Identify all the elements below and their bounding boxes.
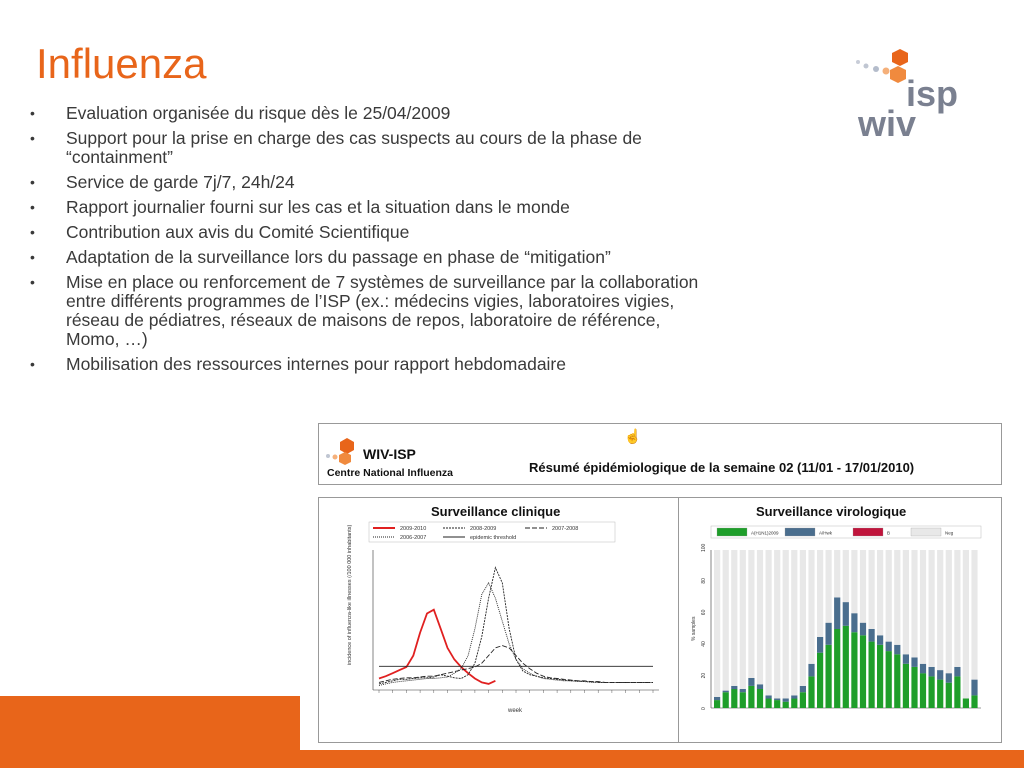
bar-segment-A-Hwk bbox=[877, 635, 883, 645]
bar-segment-Neg bbox=[843, 550, 849, 602]
bullet-text: Contribution aux avis du Comité Scientifique bbox=[66, 222, 410, 242]
virological-bar-chart bbox=[681, 520, 999, 740]
bar-segment-A-H1N1-2009 bbox=[791, 699, 797, 709]
bar-segment-A-Hwk bbox=[911, 657, 917, 667]
bullet-marker: • bbox=[30, 249, 35, 265]
bar-segment-A-H1N1-2009 bbox=[714, 700, 720, 708]
bar-segment-Neg bbox=[911, 550, 917, 657]
bullet-item bbox=[30, 248, 710, 267]
footer-orange-bar bbox=[300, 750, 1024, 768]
bar-segment-Neg bbox=[783, 550, 789, 699]
bar-segment-A-Hwk bbox=[808, 664, 814, 677]
bar-segment-A-Hwk bbox=[791, 695, 797, 698]
hand-cursor-icon: ☝ bbox=[624, 428, 642, 444]
bar-segment-Neg bbox=[971, 550, 977, 680]
clinical-panel-title: Surveillance clinique bbox=[431, 504, 561, 519]
bar-segment-A-H1N1-2009 bbox=[808, 676, 814, 708]
logo-isp-text: isp bbox=[906, 73, 959, 114]
legend-swatch bbox=[785, 528, 815, 536]
footer-orange-block bbox=[0, 696, 300, 768]
bullet-text: Adaptation de la surveillance lors du passage en phase de “mitigation” bbox=[66, 247, 611, 267]
banner-summary-title: Résumé épidémiologique de la semaine 02 (11/01 - 17/01/2010) bbox=[529, 460, 915, 475]
y-axis-label: incidence of influenza-like illnesses (/100 000 inhabitants) bbox=[347, 524, 353, 665]
bar-segment-A-H1N1-2009 bbox=[954, 676, 960, 708]
slide-title: Influenza bbox=[36, 40, 207, 87]
bar-segment-Neg bbox=[869, 550, 875, 629]
bar-segment-A-H1N1-2009 bbox=[851, 632, 857, 708]
bullet-text: Support pour la prise en charge des cas suspects au cours de la phase de “containment” bbox=[66, 128, 642, 167]
bullet-text: Rapport journalier fourni sur les cas et la situation dans le monde bbox=[66, 197, 570, 217]
bar-segment-A-Hwk bbox=[714, 697, 720, 700]
bullet-item bbox=[30, 129, 710, 167]
series-line-2009-2010 bbox=[379, 610, 495, 684]
bar-segment-A-H1N1-2009 bbox=[774, 700, 780, 708]
bullet-marker: • bbox=[30, 199, 35, 215]
bar-segment-A-H1N1-2009 bbox=[817, 653, 823, 708]
bar-segment-Neg bbox=[808, 550, 814, 664]
bar-segment-Neg bbox=[903, 550, 909, 654]
legend-label: 2006-2007 bbox=[400, 535, 427, 541]
bar-segment-Neg bbox=[894, 550, 900, 645]
legend-label: epidemic threshold bbox=[470, 535, 517, 541]
y-tick-label: 80 bbox=[701, 578, 707, 584]
bar-segment-A-H1N1-2009 bbox=[869, 642, 875, 708]
x-axis-label: week bbox=[508, 708, 523, 714]
bar-segment-A-Hwk bbox=[783, 699, 789, 702]
bullet-text: Mise en place ou renforcement de 7 systèmes de surveillance par la collaboration entre différents programmes de l’ISP (ex.: médecins vigies, laboratoires vigies, réseau de pédiatres, réseaux de maisons de repos, laboratoire de référence, Momo, …) bbox=[66, 272, 699, 349]
bar-segment-A-H1N1-2009 bbox=[971, 695, 977, 708]
bar-segment-A-H1N1-2009 bbox=[886, 651, 892, 708]
panel-divider bbox=[678, 498, 679, 742]
y-tick-label: 0 bbox=[701, 707, 707, 710]
bar-segment-A-H1N1-2009 bbox=[937, 680, 943, 708]
surveillance-panels bbox=[318, 497, 1002, 743]
bullet-text: Service de garde 7j/7, 24h/24 bbox=[66, 172, 295, 192]
bullet-list bbox=[30, 104, 710, 380]
bar-segment-A-H1N1-2009 bbox=[894, 654, 900, 708]
legend-label: A(H1N1)2009 bbox=[751, 530, 779, 536]
bar-segment-Neg bbox=[800, 550, 806, 686]
bar-segment-Neg bbox=[834, 550, 840, 597]
bar-segment-Neg bbox=[886, 550, 892, 642]
bar-segment-Neg bbox=[766, 550, 772, 695]
bar-segment-Neg bbox=[937, 550, 943, 670]
bar-segment-Neg bbox=[817, 550, 823, 637]
bar-segment-A-H1N1-2009 bbox=[903, 664, 909, 708]
bar-segment-A-Hwk bbox=[937, 670, 943, 680]
clinical-line-chart bbox=[321, 520, 677, 740]
bar-segment-A-Hwk bbox=[929, 667, 935, 677]
bar-segment-Neg bbox=[946, 550, 952, 673]
bar-segment-A-Hwk bbox=[869, 629, 875, 642]
bar-segment-Neg bbox=[740, 550, 746, 689]
banner-subtitle: Centre National Influenza bbox=[327, 467, 454, 479]
bar-segment-A-Hwk bbox=[748, 678, 754, 686]
y-tick-label: 40 bbox=[701, 641, 707, 647]
bar-segment-Neg bbox=[723, 550, 729, 691]
bar-segment-Neg bbox=[748, 550, 754, 678]
bullet-marker: • bbox=[30, 356, 35, 372]
bar-segment-A-Hwk bbox=[740, 689, 746, 692]
legend-swatch bbox=[853, 528, 883, 536]
bar-segment-A-Hwk bbox=[920, 664, 926, 674]
y-tick-label: 60 bbox=[701, 609, 707, 616]
bullet-marker: • bbox=[30, 130, 35, 146]
legend-label: Neg bbox=[945, 530, 954, 536]
bar-segment-A-H1N1-2009 bbox=[877, 645, 883, 708]
bar-segment-A-H1N1-2009 bbox=[800, 692, 806, 708]
logo-wiv-text: wiv bbox=[858, 103, 917, 144]
bar-segment-Neg bbox=[714, 550, 720, 697]
bullet-item bbox=[30, 273, 710, 349]
bar-segment-A-Hwk bbox=[971, 680, 977, 696]
bar-segment-Neg bbox=[860, 550, 866, 623]
bar-segment-A-Hwk bbox=[946, 673, 952, 683]
bar-segment-A-Hwk bbox=[886, 642, 892, 652]
bar-segment-A-H1N1-2009 bbox=[783, 702, 789, 708]
bar-segment-A-H1N1-2009 bbox=[860, 635, 866, 708]
y-axis-label: % samples bbox=[691, 616, 697, 641]
bullet-marker: • bbox=[30, 274, 35, 290]
bullet-marker: • bbox=[30, 105, 35, 121]
y-tick-label: 100 bbox=[701, 543, 707, 552]
isp-wiv-logo bbox=[850, 44, 970, 144]
bar-segment-A-H1N1-2009 bbox=[766, 699, 772, 709]
bar-segment-A-H1N1-2009 bbox=[843, 626, 849, 708]
bar-segment-A-Hwk bbox=[723, 691, 729, 693]
wiv-isp-small-logo-icon bbox=[325, 436, 361, 466]
bar-segment-Neg bbox=[774, 550, 780, 699]
bar-segment-A-Hwk bbox=[894, 645, 900, 655]
bar-segment-A-Hwk bbox=[903, 654, 909, 664]
bullet-text: Mobilisation des ressources internes pour rapport hebdomadaire bbox=[66, 354, 566, 374]
bar-segment-A-Hwk bbox=[800, 686, 806, 692]
legend-swatch bbox=[717, 528, 747, 536]
y-tick-label: 20 bbox=[701, 672, 707, 679]
bar-segment-A-H1N1-2009 bbox=[740, 692, 746, 708]
hexagon-dots-icon bbox=[850, 44, 970, 144]
bar-segment-A-H1N1-2009 bbox=[920, 673, 926, 708]
bar-segment-A-H1N1-2009 bbox=[946, 683, 952, 708]
legend-swatch bbox=[911, 528, 941, 536]
bar-segment-Neg bbox=[954, 550, 960, 667]
legend-label: A/Hwk bbox=[819, 530, 833, 536]
bar-segment-A-H1N1-2009 bbox=[731, 689, 737, 708]
legend-label: 2008-2009 bbox=[470, 526, 497, 532]
bar-segment-Neg bbox=[963, 550, 969, 699]
bar-segment-A-Hwk bbox=[757, 684, 763, 689]
bullet-item bbox=[30, 104, 710, 123]
bar-segment-A-H1N1-2009 bbox=[748, 686, 754, 708]
bar-segment-Neg bbox=[791, 550, 797, 695]
bar-segment-A-H1N1-2009 bbox=[929, 676, 935, 708]
bar-segment-Neg bbox=[757, 550, 763, 684]
bar-segment-A-Hwk bbox=[774, 699, 780, 701]
bar-segment-A-H1N1-2009 bbox=[963, 699, 969, 709]
virological-panel-title: Surveillance virologique bbox=[756, 504, 907, 519]
bar-segment-Neg bbox=[920, 550, 926, 664]
banner-org-name: WIV-ISP bbox=[363, 446, 416, 462]
bullet-item bbox=[30, 223, 710, 242]
series-line-2007-2008 bbox=[379, 646, 653, 683]
report-banner bbox=[318, 423, 1002, 485]
bullet-item bbox=[30, 173, 710, 192]
bar-segment-A-H1N1-2009 bbox=[911, 667, 917, 708]
bar-segment-A-Hwk bbox=[731, 686, 737, 689]
bar-segment-A-H1N1-2009 bbox=[826, 645, 832, 708]
bar-segment-Neg bbox=[851, 550, 857, 613]
bar-segment-A-Hwk bbox=[954, 667, 960, 677]
bullet-item bbox=[30, 355, 710, 374]
bar-segment-A-Hwk bbox=[843, 602, 849, 626]
bullet-item bbox=[30, 198, 710, 217]
bullet-marker: • bbox=[30, 224, 35, 240]
bar-segment-Neg bbox=[877, 550, 883, 635]
bar-segment-A-H1N1-2009 bbox=[834, 629, 840, 708]
legend-label: 2007-2008 bbox=[552, 526, 579, 532]
bar-segment-A-Hwk bbox=[851, 613, 857, 632]
bar-segment-Neg bbox=[929, 550, 935, 667]
bar-segment-A-Hwk bbox=[826, 623, 832, 645]
bullet-marker: • bbox=[30, 174, 35, 190]
bar-segment-A-H1N1-2009 bbox=[723, 692, 729, 708]
legend-label: B bbox=[887, 530, 891, 536]
legend-label: 2009-2010 bbox=[400, 526, 427, 532]
bar-segment-Neg bbox=[826, 550, 832, 623]
bar-segment-A-H1N1-2009 bbox=[757, 689, 763, 708]
bar-segment-A-Hwk bbox=[766, 695, 772, 698]
bar-segment-A-Hwk bbox=[860, 623, 866, 636]
bar-segment-Neg bbox=[731, 550, 737, 686]
bar-segment-A-Hwk bbox=[817, 637, 823, 653]
bar-segment-A-Hwk bbox=[834, 597, 840, 629]
bullet-text: Evaluation organisée du risque dès le 25/04/2009 bbox=[66, 103, 451, 123]
